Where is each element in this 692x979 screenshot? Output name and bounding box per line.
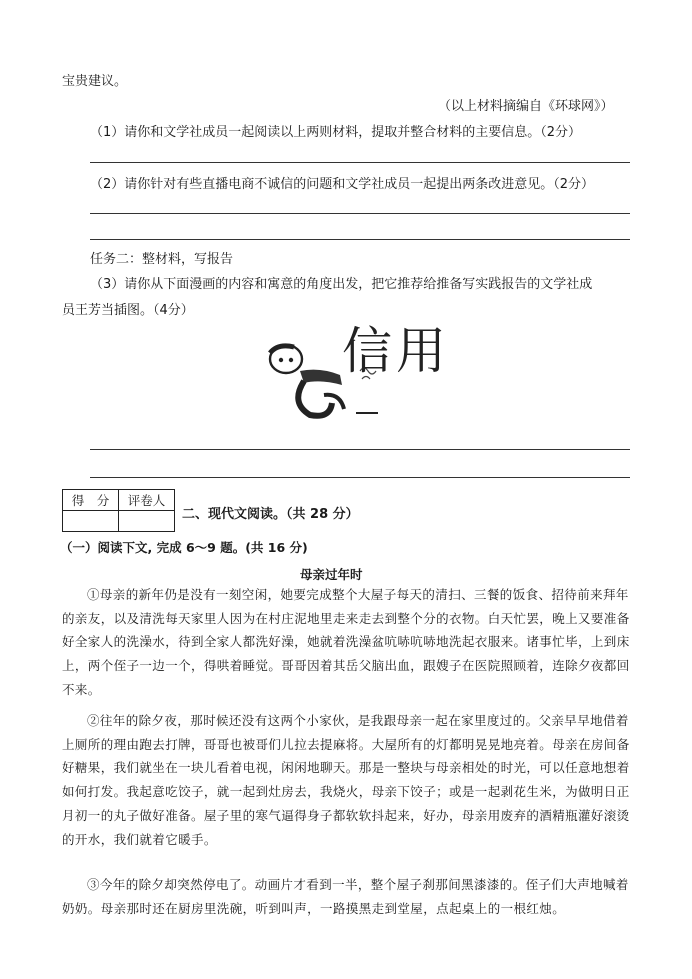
source-note: （以上材料摘编自《环球网》） — [438, 99, 614, 114]
answer-line-2 — [90, 213, 630, 214]
cartoon-illustration — [260, 323, 460, 423]
paragraph-1: ①母亲的新年仍是没有一刻空闲，她要完成整个大屋子每天的清扫、三餐的饭食、招待前来拜年的亲友，以及清洗每天家里人因为在村庄泥地里走来走去到整个分的衣物。白天忙罢，晚上又要准备好全家人的洗澡水，待到全家人都洗好澡，她就着洗澡盆吭哧吭哧地洗起衣服来。诸事忙毕，上到床上，两个侄子一边一个，得哄着睡觉。哥哥因着其岳父脑出血，跟嫂子在医院照顾着，连除夕夜都回不来。 — [62, 587, 630, 697]
score-header: 得 分 — [63, 490, 119, 511]
article-title: 母亲过年时 — [300, 567, 363, 582]
task-2-heading: 任务二：整材料，写报告 — [90, 252, 234, 267]
continuation-line: 宝贵建议。 — [62, 74, 128, 89]
grader-header: 评卷人 — [119, 490, 175, 511]
question-3-line-1: （3）请你从下面漫画的内容和寓意的角度出发，把它推荐给推备写实践报告的文学社成 — [90, 277, 593, 292]
answer-line-5 — [90, 477, 630, 478]
answer-line-4 — [90, 449, 630, 450]
cartoon-label: 信用 — [342, 322, 450, 380]
answer-line-1 — [90, 162, 630, 163]
question-3-line-2: 员王芳当插图。（4分） — [62, 303, 194, 318]
paragraph-2: ②往年的除夕夜，那时候还没有这两个小家伙，是我跟母亲一起在家里度过的。父亲早早地借着上厕所的理由跑去打牌，哥哥也被哥们儿拉去提麻将。大屋所有的灯都明晃晃地亮着。母亲在房间备好糖果，我们就坐在一块儿看着电视，闲闲地聊天。那是一整块与母亲相处的时光，可以任意地想着如何打发。我起意吃饺子，就一起到灶房去，我烧火，母亲下饺子；或是一起剥花生米，为做明日正月初一的丸子做好准备。屋子里的寒气逼得身子都软软抖起来，好办，母亲用废弃的酒精瓶灌好滚烫的开水，我们就着它暖手。 — [62, 713, 630, 847]
score-cell — [63, 511, 119, 532]
answer-line-3 — [90, 239, 630, 240]
question-1: （1）请你和文学社成员一起阅读以上两则材料，提取并整合材料的主要信息。（2分） — [90, 125, 582, 140]
question-2: （2）请你针对有些直播电商不诚信的问题和文学社成员一起提出两条改进意见。（2分） — [90, 177, 595, 192]
paragraph-3: ③今年的除夕却突然停电了。动画片才看到一半，整个屋子刹那间黑漆漆的。侄子们大声地喊着奶奶。母亲那时还在厨房里洗碗，听到叫声，一路摸黑走到堂屋，点起桌上的一根红烛。 — [62, 877, 629, 916]
grader-cell — [119, 511, 175, 532]
section-2-title: 二、现代文阅读。（共 28 分） — [182, 507, 359, 522]
score-table — [62, 489, 175, 532]
part-1-title: （一）阅读下文, 完成 6～9 题。(共 16 分) — [60, 540, 308, 555]
